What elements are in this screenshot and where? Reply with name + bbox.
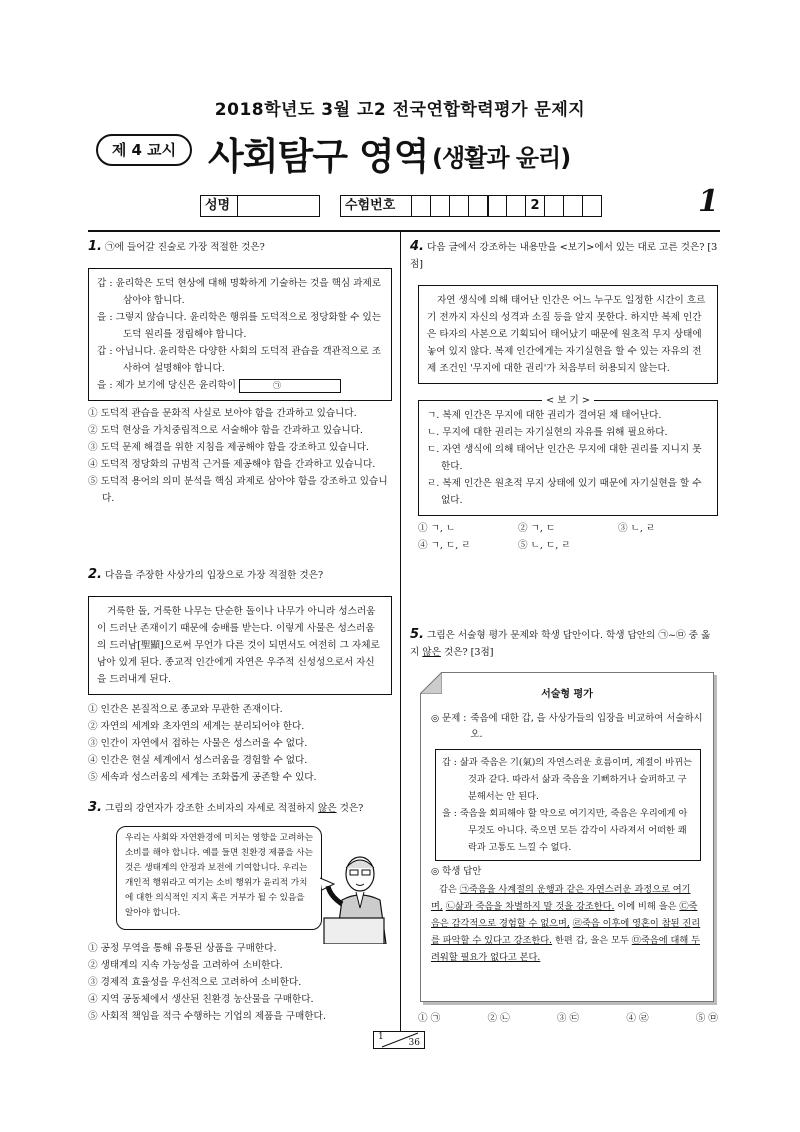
choice-item[interactable]: ⑤ ㉤ <box>695 1013 718 1024</box>
choice-item[interactable]: ① 공정 무역을 통해 유통된 상품을 구매한다. <box>88 943 277 954</box>
choice-item[interactable]: ① 인간은 본질적으로 종교와 무관한 존재이다. <box>88 704 283 715</box>
bogi-item: ㄹ. 복제 인간은 원초적 무지 상태에 있기 때문에 자기실현을 할 수 없다. <box>427 478 702 506</box>
choice-item[interactable]: ③ 경제적 효율성을 우선적으로 고려하여 소비한다. <box>88 977 302 988</box>
choices-list <box>88 701 392 786</box>
choice-item[interactable]: ② 자연의 세계와 초자연의 세계는 분리되어야 한다. <box>88 721 305 732</box>
choice-item[interactable]: ② 도덕 현상을 가치중립적으로 서술해야 함을 간과하고 있습니다. <box>88 425 363 436</box>
position-text: 죽음을 회피해야 할 악으로 여기지만, 죽음은 우리에게 아무것도 아니다. 죽으면 모든 감각이 사라져서 어떠한 쾌락과 고통도 느낄 수 없다. <box>459 808 688 853</box>
bogi-label: < 보 기 > <box>542 395 594 406</box>
dialogue-text: 아닙니다. 윤리학은 다양한 사회의 도덕적 관습을 객관적으로 조사하여 설명해야 합니다. <box>115 346 381 374</box>
answer-underlined: ㉢죽음은 감각적으로 경험할 수 없으며, <box>431 901 698 929</box>
speaker-label: 갑 : <box>97 278 113 289</box>
exam-number-digit <box>469 195 488 217</box>
answer-underlined: ㉠죽음을 사계절의 운행과 같은 자연스러운 과정으로 여기며, <box>431 884 691 912</box>
choice-item[interactable]: ④ 도덕적 정당화의 규범적 근거를 제공해야 함을 간과하고 있습니다. <box>88 459 376 470</box>
answer-underlined: ㉣죽음 이후에 영혼이 참된 진리를 파악할 수 있다고 강조한다. <box>431 918 701 946</box>
choice-item[interactable]: ⑤ ㄴ, ㄷ, ㄹ <box>518 540 571 551</box>
dialogue-text: 윤리학은 도덕 현상에 대해 명확하게 기술하는 것을 핵심 과제로 삼아야 합니다. <box>115 278 381 306</box>
question-stem: 그림의 강연자가 강조한 소비자의 자세로 적절하지 <box>105 803 318 814</box>
bogi-item: ㄴ. 무지에 대한 권리는 자기실현의 자유를 위해 필요하다. <box>427 427 668 438</box>
choice-item[interactable]: ⑤ 세속과 성스러움의 세계는 조화롭게 공존할 수 있다. <box>88 772 317 783</box>
period-badge: 제 4 교시 <box>96 134 192 166</box>
question-text: 죽음에 대한 갑, 을 사상가들의 입장을 비교하여 서술하시오. <box>470 713 703 740</box>
answer-sheet <box>420 672 714 1002</box>
question-stem-emphasis: 않은 <box>422 647 441 658</box>
exam-number-digit <box>431 195 450 217</box>
name-label: 성명 <box>200 195 238 217</box>
question-5 <box>410 626 718 661</box>
choice-item[interactable]: ⑤ 사회적 책임을 적극 수행하는 기업의 제품을 구매한다. <box>88 1011 326 1022</box>
dialogue-box <box>88 268 392 401</box>
bogi-box <box>418 395 718 516</box>
exam-number-digit: 2 <box>526 195 545 217</box>
page-number: 1 <box>698 184 719 219</box>
exam-number-field[interactable] <box>412 195 602 217</box>
exam-number-digit <box>545 195 564 217</box>
question-1 <box>88 238 392 507</box>
choice-item[interactable]: ③ 도덕 문제 해결을 위한 지침을 제공해야 함을 강조하고 있습니다. <box>88 442 370 453</box>
passage-box: 자연 생식에 의해 태어난 인간은 어느 누구도 일정한 시간이 흐르기 전까지 자신의 성격과 소질 등을 알지 못한다. 하지만 복제 인간은 타자의 사본으로 기획되어 태어났기 때문에 원초적 무지 상태에 놓여 있지 않다. 복제 인간에게는 자기실현을 할 수 있는 자유의 전제 조건인 '무지에 대한 권리'가 처음부터 허용되지 않는다. <box>418 285 718 384</box>
choice-item[interactable]: ② 생태계의 지속 가능성을 고려하여 소비한다. <box>88 960 283 971</box>
speaker-label: 을 : <box>97 312 113 323</box>
question-stem: 것은? [3점] <box>440 647 494 658</box>
lecturer-illustration <box>306 848 398 944</box>
exam-number-digit <box>412 195 431 217</box>
choice-item[interactable]: ④ ㉣ <box>626 1013 649 1024</box>
dialogue-text: 제가 보기에 당신은 윤리학이 <box>115 380 236 391</box>
page-counter <box>373 1031 425 1049</box>
speaker-label: 을 : <box>442 808 457 819</box>
speaker-label: 갑 : <box>442 757 457 768</box>
bogi-item: ㄷ. 자연 생식에 의해 태어난 인간은 무지에 대한 권리를 지니지 못한다. <box>427 444 702 472</box>
exam-number-label: 수험번호 <box>340 195 412 217</box>
answer-label: ◎ 학생 답안 <box>431 866 482 877</box>
choice-item[interactable]: ① ㄱ, ㄴ <box>418 523 456 534</box>
exam-number-digit <box>583 195 602 217</box>
question-stem: ㉠에 들어갈 진술로 가장 적절한 것은? <box>105 242 265 253</box>
choice-item[interactable]: ④ ㄱ, ㄷ, ㄹ <box>418 540 471 551</box>
exam-title: 2018학년도 3월 고2 전국연합학력평가 문제지 <box>214 100 586 120</box>
choices-list <box>88 405 392 507</box>
choice-item[interactable]: ⑤ 도덕적 용어의 의미 분석을 핵심 과제로 삼아야 함을 강조하고 있습니다. <box>88 476 388 504</box>
question-stem: 것은? <box>336 803 364 814</box>
answer-text: 한편 갑, 을은 모두 <box>552 935 632 946</box>
question-number: 2. <box>88 567 102 582</box>
question-label: ◎ 문제 : <box>431 713 467 724</box>
question-number: 4. <box>410 239 424 254</box>
dialogue-text: 그렇지 않습니다. 윤리학은 행위를 도덕적으로 정당화할 수 있는 도덕 원리를 정립해야 합니다. <box>115 312 381 340</box>
name-field[interactable] <box>238 195 320 217</box>
answer-text: 갑은 <box>439 884 460 895</box>
passage-box: 거룩한 돌, 거룩한 나무는 단순한 돌이나 나무가 아니라 성스러움이 드러난 존재이기 때문에 숭배를 받는다. 이렇게 사물은 성스러움의 드러남[聖顯]으로써 무언가 다른 것이 되면서도 여전히 그 자체로 남아 있게 된다. 종교적 인간에게 자연은 우주적 신성성으로서 자신을 드러내게 된다. <box>88 596 392 695</box>
column-divider <box>400 232 401 1032</box>
answer-underlined: ㉤죽음에 대해 두려워할 필요가 없다고 본다. <box>431 935 701 963</box>
exam-number-digit <box>507 195 526 217</box>
student-answer <box>431 881 701 966</box>
question-number: 1. <box>88 239 102 254</box>
answer-text: 이에 비해 을은 <box>614 901 680 912</box>
choice-item[interactable]: ① 도덕적 관습을 문화적 사실로 보아야 함을 간과하고 있습니다. <box>88 408 357 419</box>
choice-item[interactable]: ② ㄱ, ㄷ <box>518 523 556 534</box>
positions-box <box>435 749 701 861</box>
question-number: 5. <box>410 627 424 642</box>
choice-item[interactable]: ① ㉠ <box>418 1013 441 1024</box>
speech-bubble: 우리는 사회와 자연환경에 미치는 영향을 고려하는 소비를 해야 합니다. 예를 들면 친환경 제품을 사는 것은 생태계의 안정과 보전에 기여합니다. 우리는 개인적 행위라고 여기는 소비 행위가 윤리적 가치에 대한 의식적인 지지 혹은 거부가 될 수 있음을 알아야 합니다. <box>116 826 322 930</box>
speaker-label: 갑 : <box>97 346 113 357</box>
subject-detail: (생활과 윤리) <box>432 144 571 172</box>
choice-item[interactable]: ④ 지역 공동체에서 생산된 친환경 농산물을 구매한다. <box>88 994 314 1005</box>
choices-list <box>88 940 392 1025</box>
sheet-title: 서술형 평가 <box>541 689 593 700</box>
current-page: 1 <box>378 1032 384 1042</box>
exam-number-digit <box>488 195 507 217</box>
info-row <box>200 195 602 217</box>
blank-box: ㉠ <box>239 379 341 393</box>
question-4 <box>410 238 718 554</box>
question-2 <box>88 566 392 786</box>
question-number: 3. <box>88 800 102 815</box>
header-divider <box>88 230 720 232</box>
question-3 <box>88 799 392 817</box>
choice-item[interactable]: ③ ㄴ, ㄹ <box>618 523 656 534</box>
question-stem: 그림은 서술형 평가 문제와 학생 답안이다. 학생 답안의 ㉠~㉤ 중 옳지 <box>410 630 711 658</box>
choice-item[interactable]: ③ 인간이 자연에서 접하는 사물은 성스러울 수 없다. <box>88 738 308 749</box>
question-stem: 다음을 주장한 사상가의 입장으로 가장 적절한 것은? <box>105 570 324 581</box>
exam-number-digit <box>450 195 469 217</box>
position-text: 삶과 죽음은 기(氣)의 자연스러운 흐름이며, 계절이 바뀌는 것과 같다. 따라서 삶과 죽음을 기뻐하거나 슬퍼하고 구분해서는 안 된다. <box>459 757 692 802</box>
sheet-question <box>431 711 703 743</box>
total-pages: 36 <box>408 1038 420 1048</box>
bogi-item: ㄱ. 복제 인간은 무지에 대한 권리가 결여된 채 태어난다. <box>427 410 662 421</box>
exam-number-digit <box>564 195 583 217</box>
choices-grid <box>418 520 718 554</box>
subject-title: 사회탐구 영역 <box>208 135 429 178</box>
answer-underlined: ㉡삶과 죽음을 차별하지 말 것을 강조한다. <box>445 901 615 912</box>
choice-item[interactable]: ④ 인간은 현실 세계에서 성스러움을 경험할 수 없다. <box>88 755 308 766</box>
speaker-label: 을 : <box>97 380 113 391</box>
choice-item[interactable]: ③ ㉢ <box>556 1013 580 1024</box>
choices-row <box>418 1010 718 1027</box>
question-stem: 다음 글에서 강조하는 내용만을 <보기>에서 있는 대로 고른 것은? [3점] <box>410 242 718 270</box>
choice-item[interactable]: ② ㉡ <box>487 1013 510 1024</box>
question-stem-emphasis: 않은 <box>317 803 337 814</box>
